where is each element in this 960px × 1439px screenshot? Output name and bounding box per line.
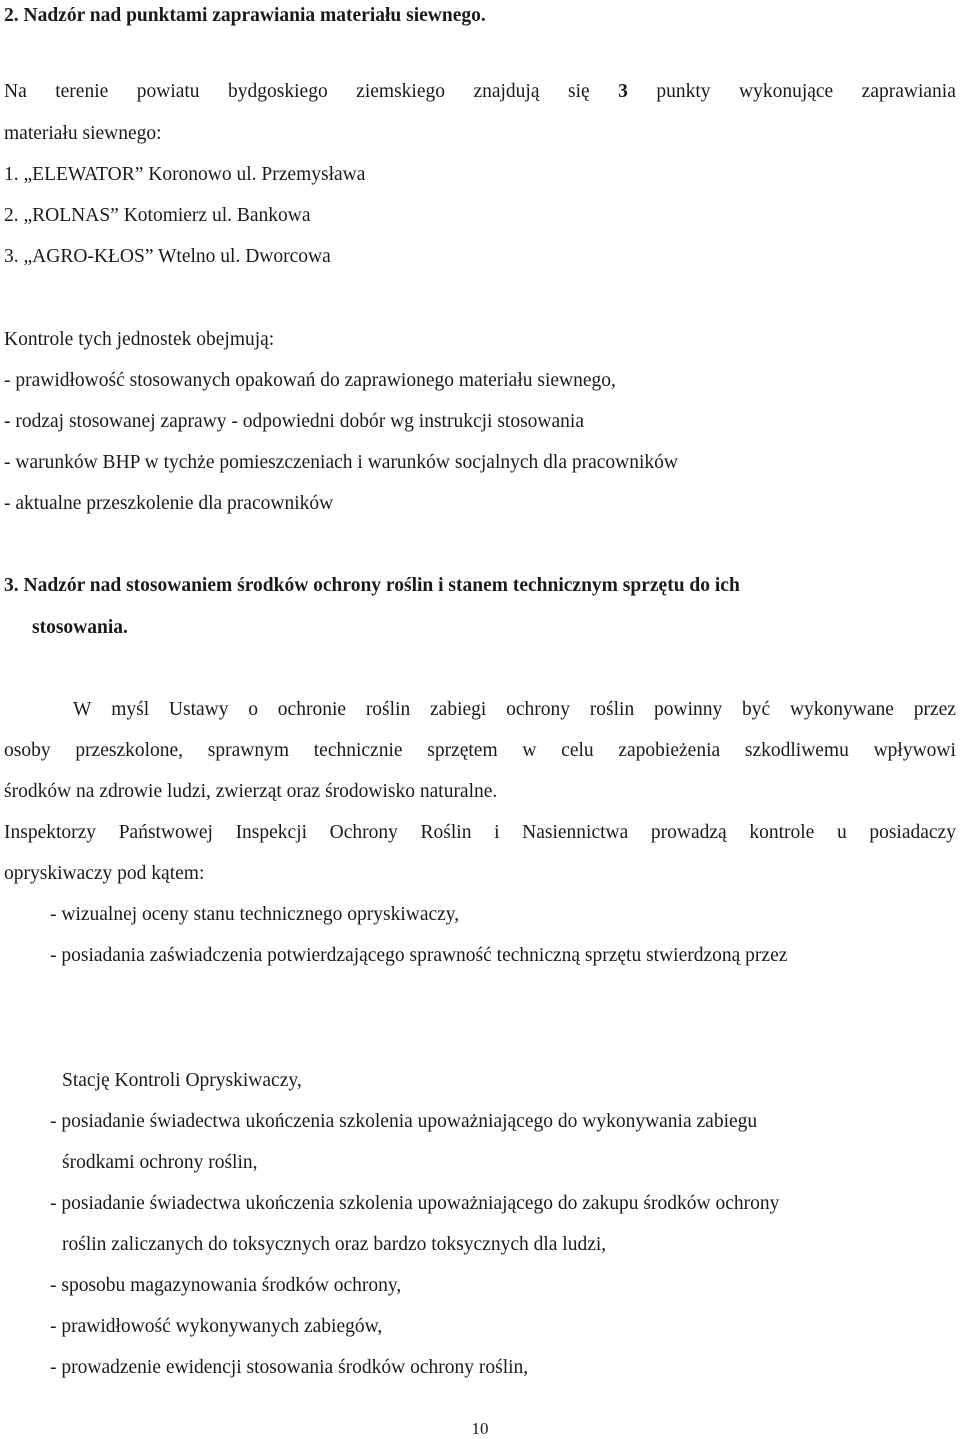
word: prowadzą — [650, 822, 727, 843]
section-3-heading: 3. Nadzór nad stosowaniem środków ochrony roślin i stanem technicznym sprzętu do ich — [4, 575, 740, 596]
word: u — [836, 822, 847, 843]
paragraph-2-line-2: opryskiwaczy pod kątem: — [4, 863, 205, 884]
word: Roślin — [420, 822, 472, 843]
paragraph-1-line-2 — [4, 741, 956, 761]
word: ochrony — [506, 699, 571, 720]
word: roślin — [589, 699, 635, 720]
inspection-item: - posiadanie świadectwa ukończenia szkolenia upoważniającego do zakupu środków ochrony — [50, 1193, 780, 1214]
inspection-item: - posiadania zaświadczenia potwierdzającego sprawność techniczną sprzętu stwierdzoną przez — [50, 945, 788, 966]
word: przeszkolone, — [75, 740, 184, 761]
word: szkodliwemu — [744, 740, 849, 761]
word: zapobieżenia — [618, 740, 721, 761]
section-2-intro-line-2: materiału siewnego: — [4, 123, 162, 144]
inspection-item-continued: środkami ochrony roślin, — [62, 1152, 258, 1173]
word: technicznie — [313, 740, 403, 761]
word: sprawnym — [207, 740, 290, 761]
word: zabiegi — [430, 699, 487, 720]
inspection-item: - prawidłowość wykonywanych zabiegów, — [50, 1316, 383, 1337]
word: Na — [4, 81, 27, 102]
page-number: 10 — [471, 1419, 489, 1438]
section-3-heading-continued: stosowania. — [32, 617, 128, 638]
word: powinny — [654, 699, 723, 720]
paragraph-2-line-1 — [4, 823, 956, 843]
word: Nasiennictwa — [522, 822, 629, 843]
word: w — [522, 740, 537, 761]
word: o — [248, 699, 259, 720]
word: punkty — [656, 81, 711, 102]
word: Inspektorzy — [4, 822, 97, 843]
word: W — [73, 699, 92, 720]
word: wykonywane — [789, 699, 894, 720]
word: przez — [913, 699, 956, 720]
word: bydgoskiego — [228, 81, 328, 102]
control-item: - warunków BHP w tychże pomieszczeniach i warunków socjalnych dla pracowników — [4, 452, 678, 473]
word: kontrole — [749, 822, 815, 843]
word: ziemskiego — [356, 81, 445, 102]
section-2-intro-line-1 — [4, 82, 956, 102]
word: Inspekcji — [235, 822, 308, 843]
word: Ustawy — [168, 699, 229, 720]
seed-point-2: 2. „ROLNAS” Kotomierz ul. Bankowa — [4, 205, 311, 226]
word: ochronie — [277, 699, 347, 720]
word: sprzętem — [427, 740, 498, 761]
word: Państwowej — [118, 822, 213, 843]
inspection-item: - prowadzenie ewidencji stosowania środków ochrony roślin, — [50, 1357, 529, 1378]
controls-intro: Kontrole tych jednostek obejmują: — [4, 329, 275, 350]
word: powiatu — [136, 81, 200, 102]
word: znajdują — [473, 81, 540, 102]
seed-point-3: 3. „AGRO-KŁOS” Wtelno ul. Dworcowa — [4, 246, 331, 267]
inspection-item-continued: Stację Kontroli Opryskiwaczy, — [62, 1070, 302, 1091]
word: myśl — [111, 699, 150, 720]
word: być — [742, 699, 771, 720]
word: i — [494, 822, 500, 843]
inspection-item: - wizualnej oceny stanu technicznego opryskiwaczy, — [50, 904, 460, 925]
control-item: - aktualne przeszkolenie dla pracowników — [4, 493, 334, 514]
word: celu — [561, 740, 594, 761]
word: się — [567, 81, 590, 102]
inspection-item: - sposobu magazynowania środków ochrony, — [50, 1275, 402, 1296]
word: posiadaczy — [869, 822, 956, 843]
inspection-item: - posiadanie świadectwa ukończenia szkolenia upoważniającego do wykonywania zabiegu — [50, 1111, 758, 1132]
inspection-item-continued: roślin zaliczanych do toksycznych oraz bardzo toksycznych dla ludzi, — [62, 1234, 607, 1255]
word: wykonujące — [738, 81, 834, 102]
word: roślin — [365, 699, 411, 720]
word: 3 — [618, 81, 628, 102]
word: terenie — [55, 81, 109, 102]
word: Ochrony — [329, 822, 398, 843]
section-2-heading: 2. Nadzór nad punktami zaprawiania materiału siewnego. — [4, 5, 486, 26]
control-item: - rodzaj stosowanej zaprawy - odpowiedni dobór wg instrukcji stosowania — [4, 411, 584, 432]
word: zaprawiania — [861, 81, 956, 102]
seed-point-1: 1. „ELEWATOR” Koronowo ul. Przemysława — [4, 164, 366, 185]
word: osoby — [4, 740, 51, 761]
paragraph-1-line-1 — [73, 700, 956, 720]
word: wpływowi — [873, 740, 956, 761]
control-item: - prawidłowość stosowanych opakowań do zaprawionego materiału siewnego, — [4, 370, 616, 391]
paragraph-1-line-3: środków na zdrowie ludzi, zwierząt oraz środowisko naturalne. — [4, 781, 498, 802]
